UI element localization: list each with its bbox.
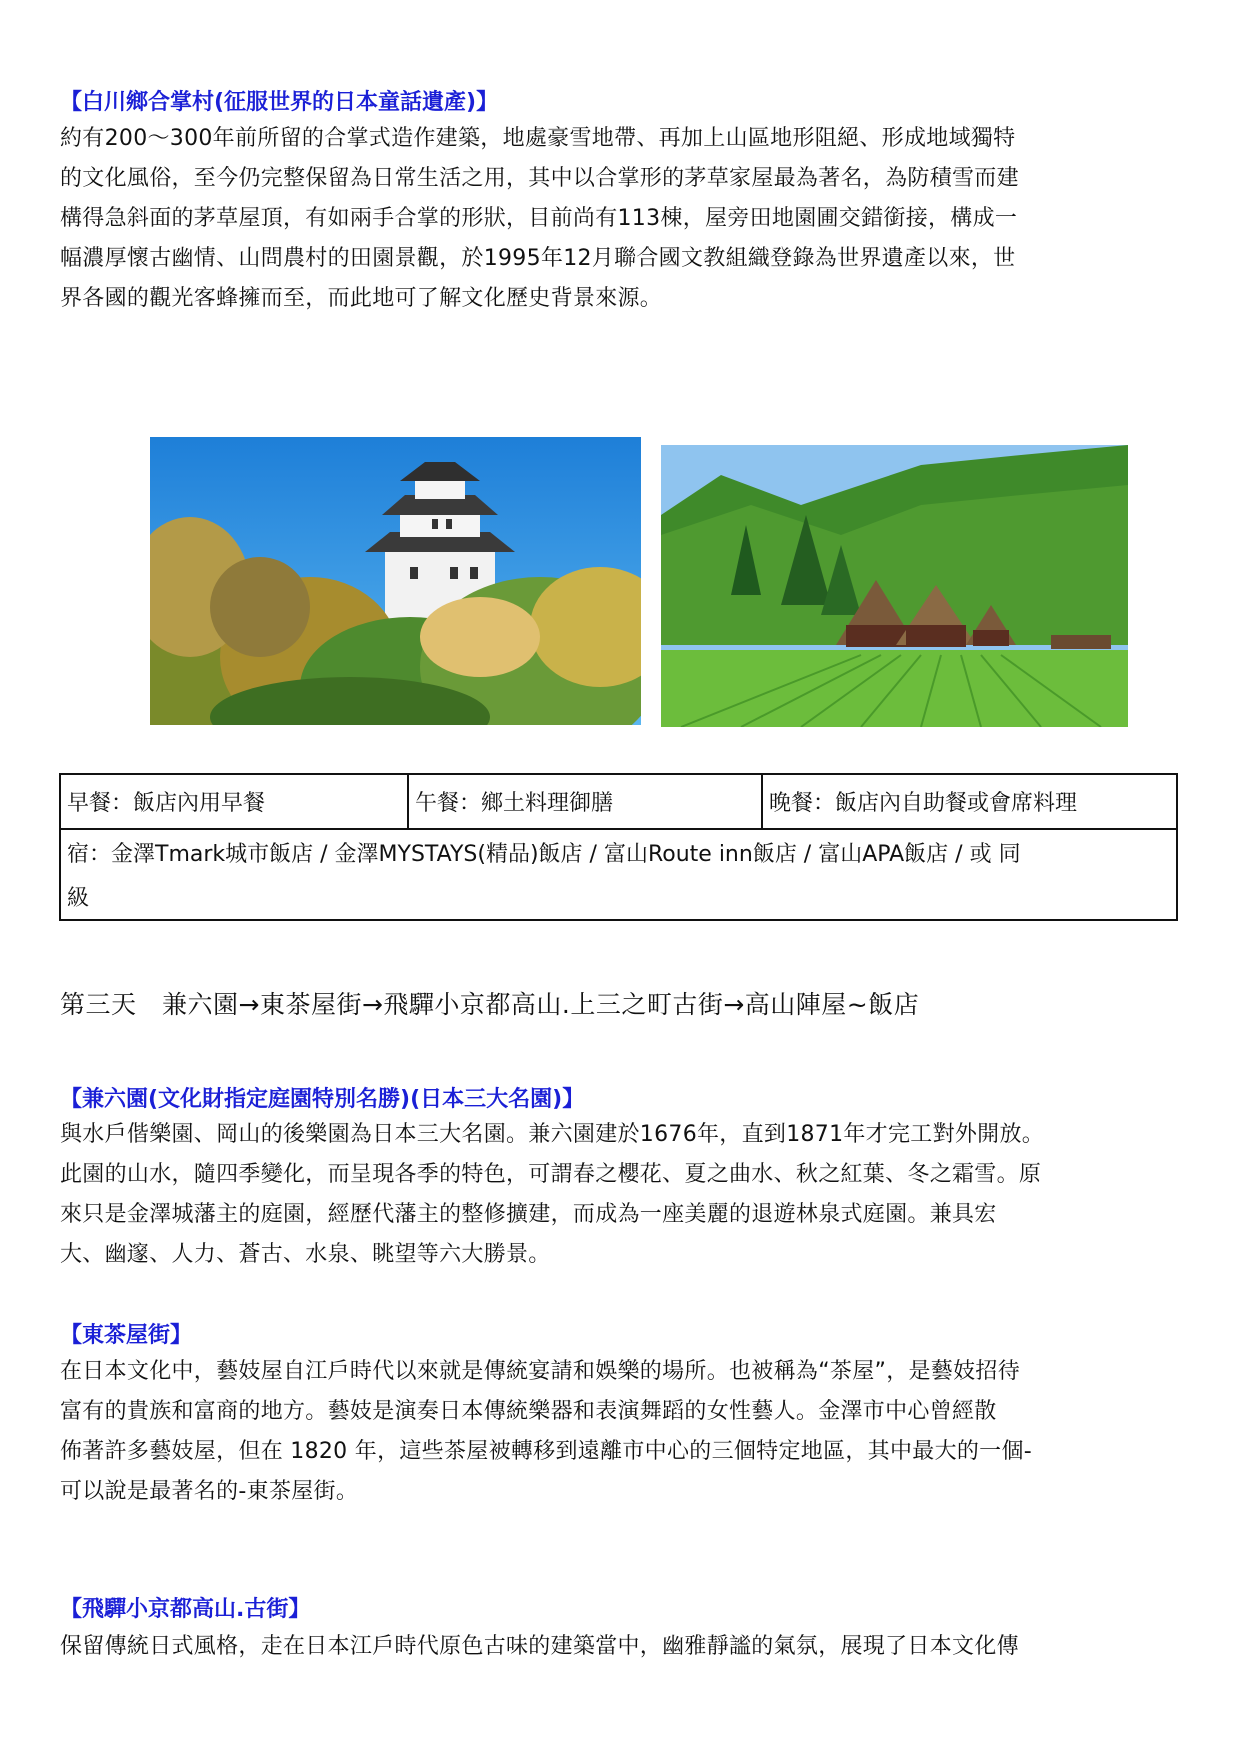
accommodation-line: 級 — [67, 886, 90, 911]
section-heading-takayama: 【飛驒小京都高山.古街】 — [60, 1597, 311, 1622]
paragraph-line: 構得急斜面的茅草屋頂，有如兩手合掌的形狀，目前尚有113棟，屋旁田地園圃交錯銜接，構成一 — [60, 206, 1018, 231]
meal-row — [61, 775, 1176, 830]
paragraph-kenrokuen — [60, 1115, 1180, 1275]
dinner-cell: 晚餐：飯店內自助餐或會席料理 — [769, 791, 1078, 816]
accommodation-cell — [67, 833, 1167, 921]
breakfast-cell: 早餐：飯店內用早餐 — [61, 775, 409, 828]
paragraph-line: 富有的貴族和富商的地方。藝妓是演奏日本傳統樂器和表演舞蹈的女性藝人。金澤市中心曾經散 — [60, 1399, 997, 1424]
paragraph-line: 在日本文化中，藝妓屋自江戶時代以來就是傳統宴請和娛樂的場所。也被稱為“茶屋”，是藝妓招待 — [60, 1359, 1020, 1384]
accommodation-line: 宿：金澤Tmark城市飯店 / 金澤MYSTAYS(精品)飯店 / 富山Route inn飯店 / 富山APA飯店 / 或 同 — [67, 842, 1021, 867]
paragraph-line: 可以說是最著名的-東茶屋街。 — [60, 1479, 359, 1504]
paragraph-shirakawa — [60, 119, 1180, 319]
paragraph-higashi-chaya — [60, 1352, 1180, 1512]
paragraph-line: 來只是金澤城藩主的庭園，經歷代藩主的整修擴建，而成為一座美麗的退遊林泉式庭園。兼具宏 — [60, 1202, 997, 1227]
section-heading-shirakawa: 【白川鄉合掌村(征服世界的日本童話遺產)】 — [60, 90, 499, 115]
paragraph-line: 幅濃厚懷古幽情、山問農村的田園景觀，於1995年12月聯合國文教組織登錄為世界遺產以來，世 — [60, 246, 1016, 271]
paragraph-line: 與水戶偕樂園、岡山的後樂園為日本三大名園。兼六園建於1676年，直到1871年才完工對外開放。 — [60, 1122, 1045, 1147]
paragraph-line: 佈著許多藝妓屋，但在 1820 年，這些茶屋被轉移到遠離市中心的三個特定地區，其中最大的一個- — [60, 1439, 1033, 1464]
paragraph-line: 此園的山水，隨四季變化，而呈現各季的特色，可謂春之櫻花、夏之曲水、秋之紅葉、冬之霜雪。原 — [60, 1162, 1042, 1187]
paragraph-line: 大、幽邃、人力、蒼古、水泉、眺望等六大勝景。 — [60, 1242, 551, 1267]
paragraph-line: 的文化風俗，至今仍完整保留為日常生活之用，其中以合掌形的茅草家屋最為著名，為防積雪而建 — [60, 166, 1019, 191]
section-heading-higashi-chaya: 【東茶屋街】 — [60, 1323, 193, 1348]
paragraph-takayama — [60, 1627, 1180, 1667]
paragraph-line: 界各國的觀光客蜂擁而至，而此地可了解文化歷史背景來源。 — [60, 286, 663, 311]
lunch-cell: 午餐：鄉土料理御膳 — [409, 775, 763, 828]
gassho-village-photo — [661, 445, 1128, 727]
meal-table — [59, 773, 1178, 921]
paragraph-line: 保留傳統日式風格，走在日本江戶時代原色古味的建築當中，幽雅靜謐的氣氛，展現了日本文化傳 — [60, 1634, 1019, 1659]
section-heading-kenrokuen: 【兼六園(文化財指定庭園特別名勝)(日本三大名園)】 — [60, 1087, 585, 1112]
castle-photo — [150, 437, 641, 725]
paragraph-line: 約有200～300年前所留的合掌式造作建築，地處豪雪地帶、再加上山區地形阻絕、形成地域獨特 — [60, 126, 1016, 151]
day-title: 第三天 兼六園→東茶屋街→飛驒小京都高山.上三之町古街→高山陣屋~飯店 — [60, 990, 920, 1019]
